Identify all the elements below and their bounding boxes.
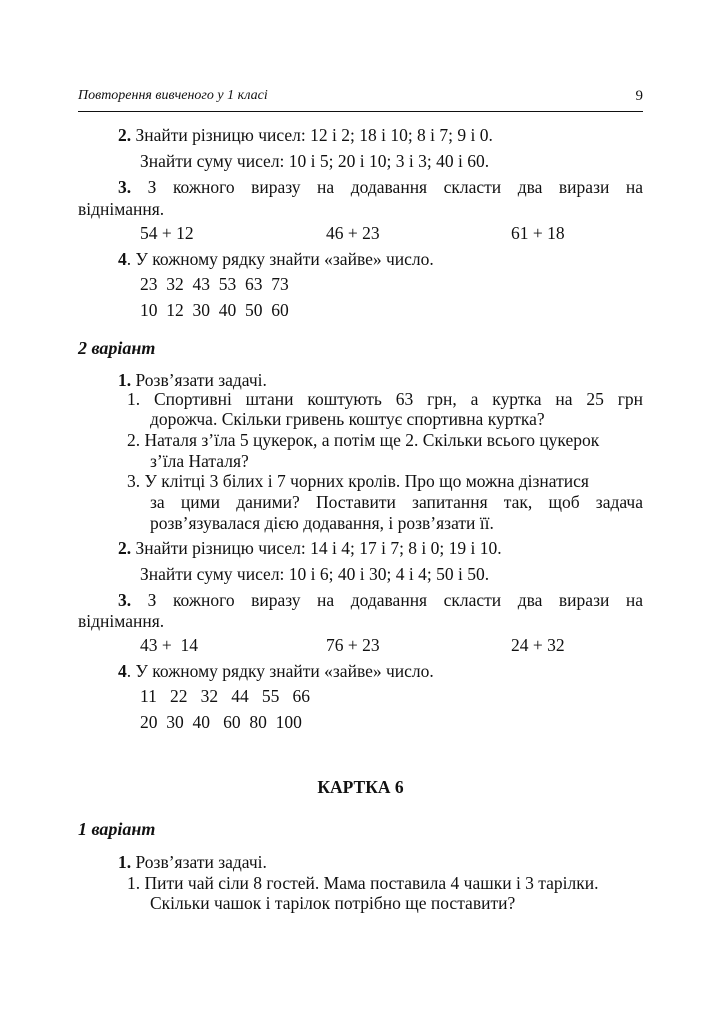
task-1-line: 1. Розв’язати задачі.	[118, 852, 267, 872]
problem-3-line-2: за цими даними? Поставити запитання так, щоб задача	[150, 492, 643, 512]
expression: 54 + 12	[140, 223, 194, 243]
card-title: КАРТКА 6	[317, 777, 404, 797]
expression: 24 + 32	[511, 635, 565, 655]
task-1-line: 1. Розв’язати задачі.	[118, 370, 267, 390]
task-3-line-2: віднімання.	[78, 611, 165, 631]
task-4-line: 4. У кожному рядку знайти «зайве» число.	[118, 249, 434, 269]
task-3-line-2: віднімання.	[78, 199, 165, 219]
number-row: 11 22 32 44 55 66	[140, 686, 310, 706]
page-number: 9	[635, 88, 643, 104]
number-row: 20 30 40 60 80 100	[140, 712, 302, 732]
task-4-line: 4. У кожному рядку знайти «зайве» число.	[118, 661, 434, 681]
number-row: 10 12 30 40 50 60	[140, 300, 289, 320]
running-header	[78, 88, 643, 104]
expression: 46 + 23	[326, 223, 380, 243]
problem-2-line-2: з’їла Наталя?	[150, 451, 249, 471]
task-3-line-1: 3. З кожного виразу на додавання скласти два вирази на	[118, 177, 643, 197]
header-title: Повторення вивченого у 1 класі	[78, 88, 268, 103]
task-2-line-2: Знайти суму чисел: 10 і 5; 20 і 10; 3 і 3; 40 і 60.	[140, 151, 490, 171]
task-2-line-1: 2. Знайти різницю чисел: 12 і 2; 18 і 10; 8 і 7; 9 і 0.	[118, 125, 493, 145]
variant-heading: 2 варіант	[78, 338, 156, 358]
expression: 43 + 14	[140, 635, 198, 655]
variant-heading: 1 варіант	[78, 819, 156, 839]
problem-2-line-1: 2. Наталя з’їла 5 цукерок, а потім ще 2. Скільки всього цукерок	[127, 430, 600, 450]
problem-3-line-3: розв’язувалася дією додавання, і розв’язати її.	[150, 513, 494, 533]
header-rule	[78, 111, 643, 112]
problem-1-line-1: 1. Пити чай сіли 8 гостей. Мама поставила 4 чашки і 3 тарілки.	[127, 873, 599, 893]
number-row: 23 32 43 53 63 73	[140, 274, 289, 294]
task-2-line-1: 2. Знайти різницю чисел: 14 і 4; 17 і 7; 8 і 0; 19 і 10.	[118, 538, 502, 558]
task-3-line-1: 3. З кожного виразу на додавання скласти два вирази на	[118, 590, 643, 610]
problem-1-line-2: Скільки чашок і тарілок потрібно ще поставити?	[150, 893, 516, 913]
expression: 61 + 18	[511, 223, 565, 243]
problem-3-line-1: 3. У клітці 3 білих і 7 чорних кролів. Про що можна дізнатися	[127, 471, 589, 491]
expression: 76 + 23	[326, 635, 380, 655]
problem-1-line-2: дорожча. Скільки гривень коштує спортивна куртка?	[150, 409, 545, 429]
task-2-line-2: Знайти суму чисел: 10 і 6; 40 і 30; 4 і 4; 50 і 50.	[140, 564, 490, 584]
problem-1-line-1: 1. Спортивні штани коштують 63 грн, а куртка на 25 грн	[127, 389, 643, 409]
